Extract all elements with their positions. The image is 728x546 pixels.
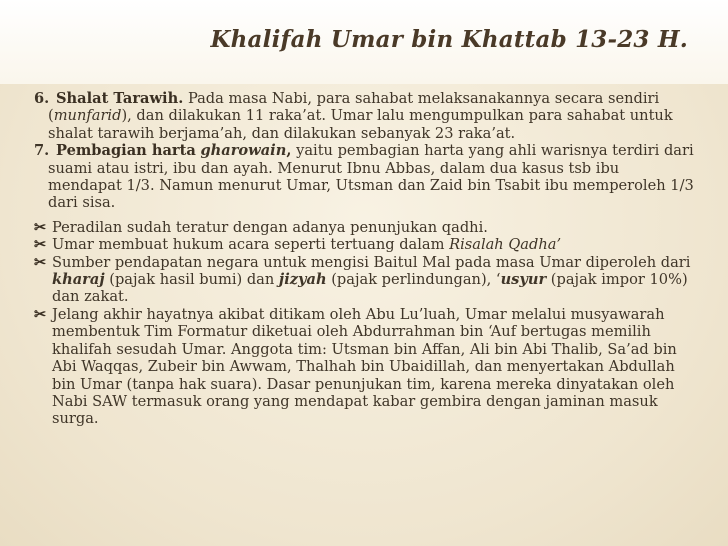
bullet-term: kharaj (52, 271, 105, 289)
item-text: Pada masa Nabi, para sahabat melaksanakannya secara sendiri ( (48, 90, 660, 125)
bullet-text: Umar membuat hukum acara seperti tertuang dalam (52, 236, 450, 254)
scissors-icon: ✂ (34, 218, 47, 236)
bullet-text: (pajak perlindungan), ‘ (326, 271, 501, 289)
item-heading: Shalat Tarawih. (56, 90, 184, 107)
item-term: gharowain (200, 142, 287, 160)
slide-title: Khalifah Umar bin Khattab 13-23 H. (210, 26, 688, 53)
item-text: ), dan dilakukan 11 raka’at. Umar lalu mengumpulkan para sahabat untuk shalat tarawih berjama’ah, dan dilakukan sebanyak 23 raka’at. (48, 107, 673, 142)
item-number: 7. (34, 142, 50, 160)
bullet-text: (pajak impor 10%) dan zakat. (52, 271, 688, 306)
item-number: 6. (34, 90, 50, 107)
bullet-text: (pajak hasil bumi) dan (104, 271, 279, 289)
bullet-tim-formatur (34, 306, 694, 428)
item-term: munfarid (53, 107, 122, 125)
bullet-term: usyur (500, 271, 547, 289)
bullet-sumber-pendapatan (34, 254, 694, 306)
bullet-text: Peradilan sudah teratur dengan adanya penunjukan qadhi. (52, 218, 488, 236)
bullet-text: Sumber pendapatan negara untuk mengisi Baitul Mal pada masa Umar diperoleh dari (52, 253, 691, 271)
content-body (34, 90, 694, 428)
bullet-hukum-acara (34, 236, 694, 253)
title-bar (0, 0, 728, 84)
scissors-icon: ✂ (34, 253, 47, 271)
bullet-peradilan (34, 219, 694, 236)
bullet-term: jizyah (278, 271, 327, 289)
item-text: yaitu pembagian harta yang ahli warisnya terdiri dari suami atau istri, ibu dan ayah. Menurut Ibnu Abbas, dalam dua kasus tsb ibu mendapat 1/3. Namun menurut Umar, Utsman dan Zaid bin Tsabit ibu memperoleh 1/3 dari sisa. (48, 142, 694, 212)
item-comma: , (286, 142, 292, 160)
scissors-icon: ✂ (34, 305, 47, 323)
item-6-shalat-tarawih (34, 90, 694, 142)
item-7-pembagian-harta (34, 142, 694, 212)
scissors-icon: ✂ (34, 236, 47, 254)
item-heading: Pembagian harta (56, 142, 196, 160)
bullet-term: Risalah Qadha’ (449, 236, 562, 254)
bullet-text: Jelang akhir hayatnya akibat ditikam oleh Abu Lu’luah, Umar melalui musyawarah membentuk Tim Formatur diketuai oleh Abdurrahman bin ‘Auf bertugas memilih khalifah sesudah Umar. Anggota tim: Utsman bin Affan, Ali bin Abi Thalib, Sa’ad bin Abi Waqqas, Zubeir bin Awwam, Thalhah bin Ubaidillah, dan menyertakan Abdullah bin Umar (tanpa hak suara). Dasar penunjukan tim, karena mereka dinyatakan oleh Nabi SAW termasuk orang yang mendapat kabar gembira dengan jaminan masuk surga. (52, 305, 677, 428)
